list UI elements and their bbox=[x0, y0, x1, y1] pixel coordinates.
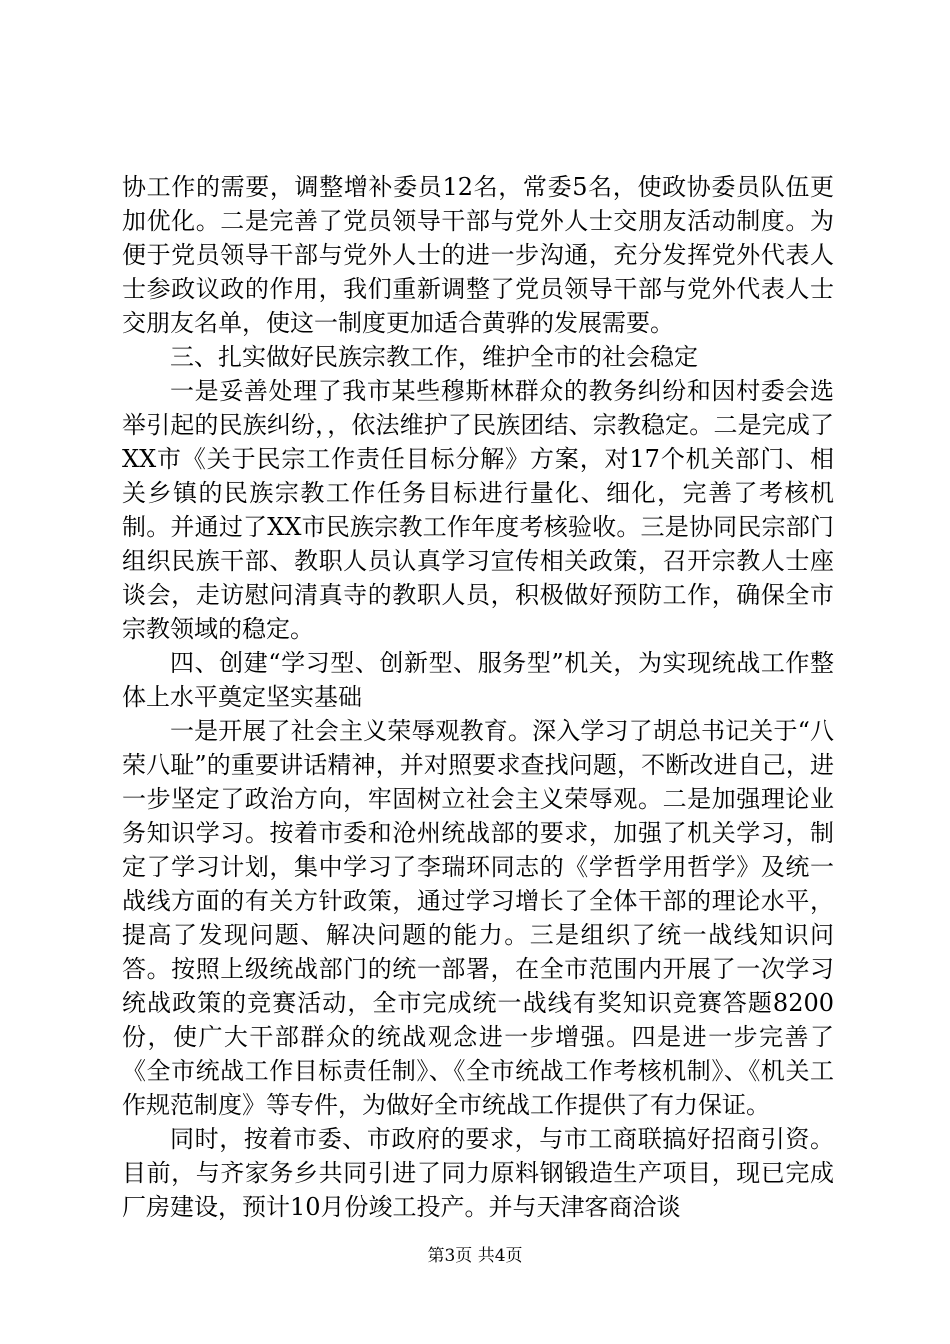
paragraph-learning-organization: 一是开展了社会主义荣辱观教育。深入学习了胡总书记关于“八荣八耻”的重要讲话精神，并对照要求查找问题，不断改进自己，进一步坚定了政治方向，牢固树立社会主义荣辱观。二是加强理论业务知识学习。按着市委和沧州统战部的要求，加强了机关学习，制定了学习计划，集中学习了李瑞环同志的《学哲学用哲学》及统一战线方面的有关方针政策，通过学习增长了全体干部的理论水平，提高了发现问题、解决问题的能力。三是组织了统一战线知识问答。按照上级统战部门的统一部署，在全市范围内开展了一次学习统战政策的竞赛活动，全市完成统一战线有奖知识竞赛答题8200份，使广大干部群众的统战观念进一步增强。四是进一步完善了《全市统战工作目标责任制》、《全市统战工作考核机制》、《机关工作规范制度》等专件，为做好全市统战工作提供了有力保证。 bbox=[122, 717, 834, 1119]
document-body bbox=[122, 170, 834, 1224]
paragraph-investment-promotion: 同时，按着市委、市政府的要求，与市工商联搞好招商引资。目前，与齐家务乡共同引进了同力原料钢锻造生产项目，现已完成厂房建设，预计10月份竣工投产。并与天津客商洽谈 bbox=[122, 1125, 834, 1221]
paragraph-ethnic-religious-work: 一是妥善处理了我市某些穆斯林群众的教务纠纷和因村委会选举引起的民族纠纷，，依法维护了民族团结、宗教稳定。二是完成了XX市《关于民宗工作责任目标分解》方案，对17个机关部门、相关乡镇的民族宗教工作任务目标进行量化、细化，完善了考核机制。并通过了XX市民族宗教工作年度考核验收。三是协同民宗部门组织民族干部、教职人员认真学习宣传相关政策，召开宗教人士座谈会，走访慰问清真寺的教职人员，积极做好预防工作，确保全市宗教领域的稳定。 bbox=[122, 377, 834, 643]
paragraph-continuation: 协工作的需要，调整增补委员12名，常委5名，使政协委员队伍更加优化。二是完善了党员领导干部与党外人士交朋友活动制度。为便于党员领导干部与党外人士的进一步沟通，充分发挥党外代表人士参政议政的作用，我们重新调整了党员领导干部与党外代表人士交朋友名单，使这一制度更加适合黄骅的发展需要。 bbox=[122, 173, 834, 337]
page-number-indicator: 第3页 共4页 bbox=[427, 1246, 523, 1266]
section-heading-3: 三、扎实做好民族宗教工作，维护全市的社会稳定 bbox=[170, 343, 698, 371]
page-footer bbox=[0, 1245, 950, 1267]
section-heading-4: 四、创建“学习型、创新型、服务型”机关，为实现统战工作整体上水平奠定坚实基础 bbox=[122, 649, 834, 711]
